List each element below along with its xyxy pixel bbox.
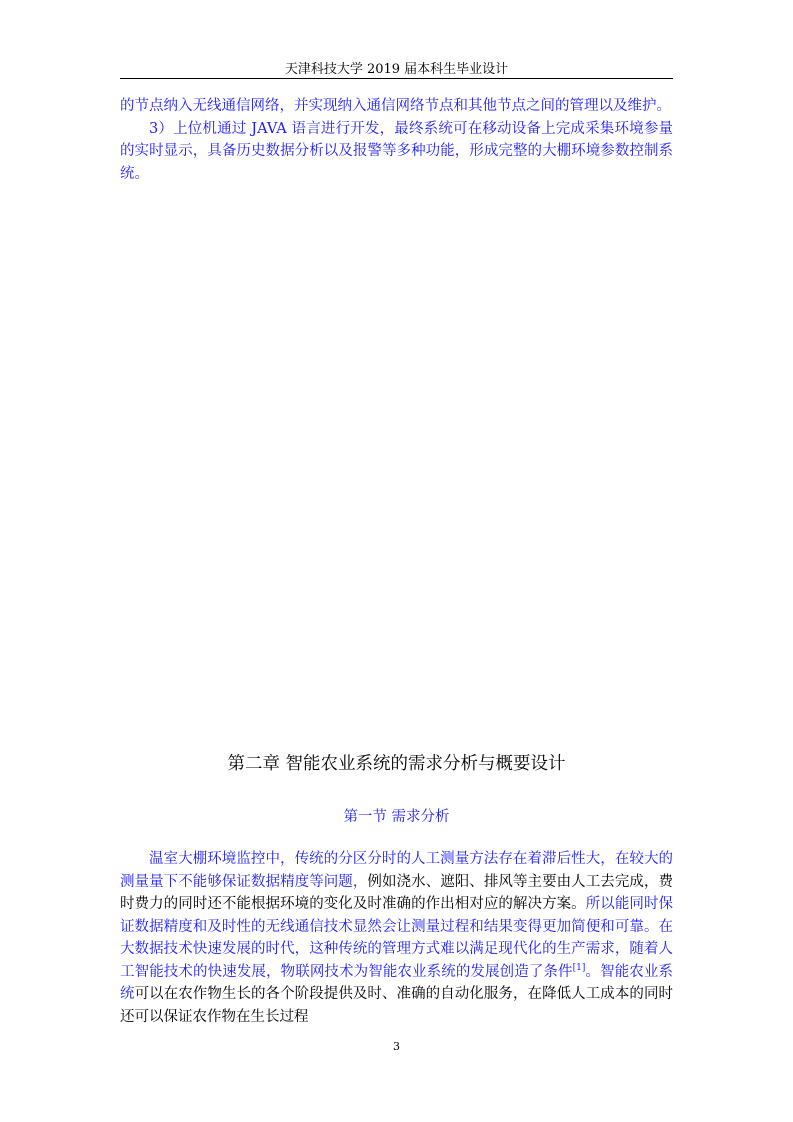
body-text-5: 可以在农作物生长的各个阶段提供及时、准确的自动化服务，在降低人工成本的同时还可以保证农作物在生长过程 (120, 986, 674, 1025)
body-text-1: 温室大棚环境监控中，传统的分区分时的人工测量方法存在着滞后性大，在较大的测量量下不能够保证数据精度等问题， (120, 851, 673, 890)
page-header: 天津科技大学 2019 届本科生毕业设计 (284, 62, 509, 77)
page-number: 3 (393, 1040, 400, 1053)
header-divider (120, 78, 673, 79)
body-text-2: 例如浇水、遮阳、排风等主要由人工去完成，费时费力的同时还不能根据环境的变化及时准确的作出相对应的解决方案。 (120, 873, 674, 912)
chapter-title: 第二章 智能农业系统的需求分析与概要设计 (227, 754, 566, 774)
citation-ref[interactable]: [1] (572, 962, 586, 973)
body-paragraph (120, 848, 673, 1028)
top-paragraphs (120, 95, 673, 185)
paragraph-continuation: 的节点纳入无线通信网络，并实现纳入通信网络节点和其他节点之间的管理以及维护。 (120, 98, 671, 114)
paragraph-item-3: 3）上位机通过 JAVA 语言进行开发，最终系统可在移动设备上完成采集环境参量的实时显示，具备历史数据分析以及报警等多种功能，形成完整的大棚环境参数控制系统。 (120, 120, 673, 182)
body-text-4: 。智能农业系统 (120, 963, 673, 1002)
body-text-3: 所以能同时保证数据精度和及时性的无线通信技术显然会让测量过程和结果变得更加简便和可靠。在大数据技术快速发展的时代，这种传统的管理方式难以满足现代化的生产需求，随着人工智能技术的快速发展，物联网技术为智能农业系统的发展创造了条件 (120, 896, 674, 980)
section-title: 第一节 需求分析 (343, 809, 450, 825)
